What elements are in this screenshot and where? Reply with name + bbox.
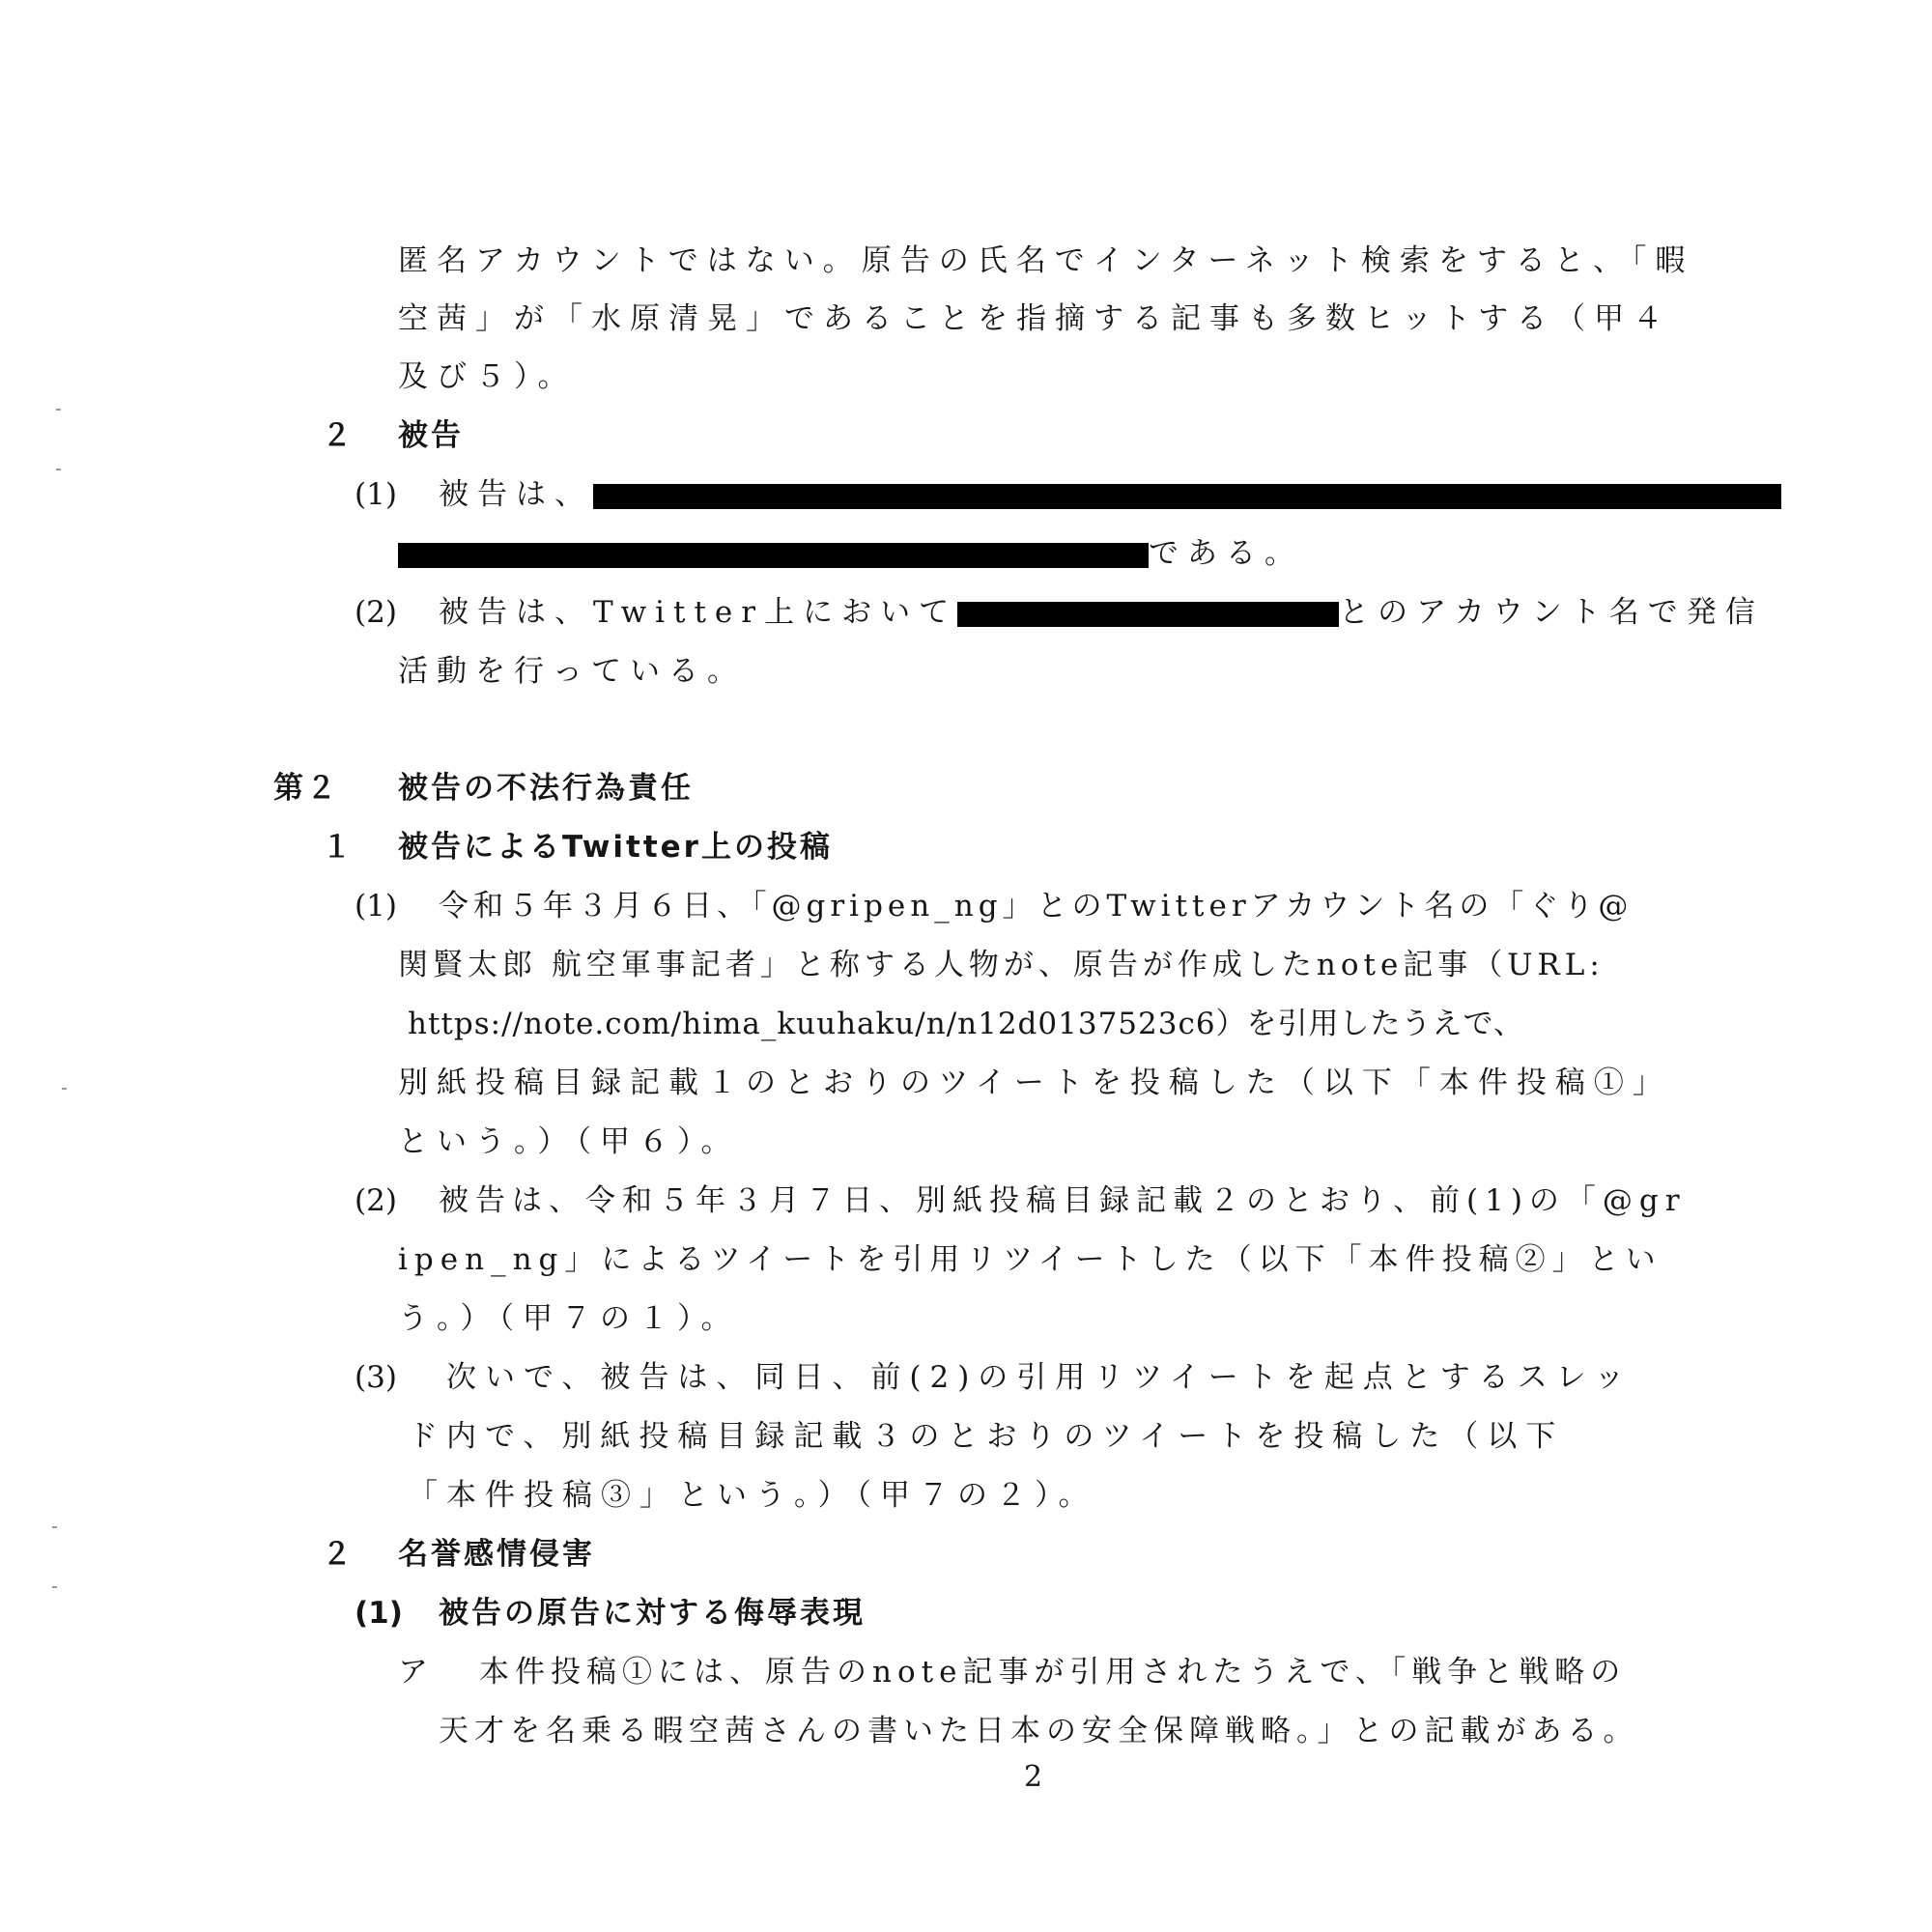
url-line: https://note.com/hima_kuuhaku/n/n12d0137523c6）を引用したうえで、 bbox=[408, 1007, 1524, 1041]
subsection-number: ２ bbox=[322, 1537, 355, 1572]
section-number: ２ bbox=[322, 418, 355, 453]
subsection-number: １ bbox=[322, 830, 355, 865]
body-line: 別紙投稿目録記載１のとおりのツイートを投稿した（以下「本件投稿①」 bbox=[398, 1065, 1671, 1100]
item-marker: (2) bbox=[355, 1183, 397, 1218]
item-text-lead: 被告は、Twitter上において bbox=[439, 595, 958, 630]
body-line: 関賢太郎 航空軍事記者」と称する人物が、原告が作成したnote記事（URL: bbox=[398, 948, 1605, 982]
subsection-title: 被告によるTwitter上の投稿 bbox=[398, 830, 833, 865]
item-heading: 被告の原告に対する侮辱表現 bbox=[439, 1596, 866, 1631]
body-line: う。）（甲７の１）。 bbox=[398, 1301, 740, 1336]
body-line: 令和５年３月６日、「@gripen_ng」とのTwitterアカウント名の「ぐり@ bbox=[439, 889, 1634, 923]
item-marker: (1) bbox=[355, 1596, 403, 1631]
item-marker: (1) bbox=[355, 889, 397, 923]
body-line: 匿名アカウントではない。原告の氏名でインターネット検索をすると、「暇 bbox=[398, 243, 1694, 278]
item-text-tail: である。 bbox=[1149, 536, 1303, 571]
scan-speck bbox=[56, 469, 61, 470]
item-text bbox=[439, 593, 1764, 632]
part-number: 第２ bbox=[273, 771, 339, 806]
item-text bbox=[398, 534, 1303, 573]
item-marker: (2) bbox=[355, 595, 397, 630]
redaction-bar bbox=[398, 543, 1149, 568]
item-marker: (1) bbox=[355, 477, 397, 512]
scan-speck bbox=[52, 1526, 57, 1528]
redaction-bar bbox=[593, 484, 1781, 509]
body-line: 本件投稿①には、原告のnote記事が引用されたうえで、「戦争と戦略の bbox=[479, 1655, 1627, 1690]
part-title: 被告の不法行為責任 bbox=[398, 771, 694, 806]
body-line: 空茜」が「水原清晃」であることを指摘する記事も多数ヒットする（甲４ bbox=[398, 301, 1672, 336]
body-line: 「本件投稿③」という。）（甲７の２）。 bbox=[408, 1478, 1097, 1513]
scan-speck bbox=[62, 1088, 67, 1090]
item-marker: (3) bbox=[355, 1360, 397, 1395]
item-text-tail: とのアカウント名で発信 bbox=[1339, 595, 1764, 630]
item-text: 活動を行っている。 bbox=[398, 654, 746, 689]
item-text-lead: 被告は、 bbox=[439, 477, 593, 512]
body-line: 天才を名乗る暇空茜さんの書いた日本の安全保障戦略。」との記載がある。 bbox=[439, 1714, 1639, 1748]
item-text bbox=[439, 475, 1781, 514]
scan-speck bbox=[52, 1586, 57, 1588]
body-line: ド内で、別紙投稿目録記載３のとおりのツイートを投稿した（以下 bbox=[408, 1419, 1565, 1454]
item-marker: ア bbox=[398, 1655, 437, 1690]
redaction-bar bbox=[957, 602, 1339, 627]
page-number: 2 bbox=[1024, 1760, 1043, 1794]
body-line: 被告は、令和５年３月７日、別紙投稿目録記載２のとおり、前(1)の「@gr bbox=[439, 1183, 1687, 1218]
body-line: という。）（甲６）。 bbox=[398, 1124, 740, 1159]
subsection-title: 名誉感情侵害 bbox=[398, 1537, 595, 1572]
body-line: 次いで、被告は、同日、前(2)の引用リツイートを起点とするスレッ bbox=[446, 1360, 1634, 1395]
body-line: ipen_ng」によるツイートを引用リツイートした（以下「本件投稿②」とい bbox=[398, 1242, 1662, 1277]
scan-speck bbox=[56, 409, 61, 411]
section-title: 被告 bbox=[398, 418, 464, 453]
body-line: 及び５）。 bbox=[398, 359, 577, 394]
